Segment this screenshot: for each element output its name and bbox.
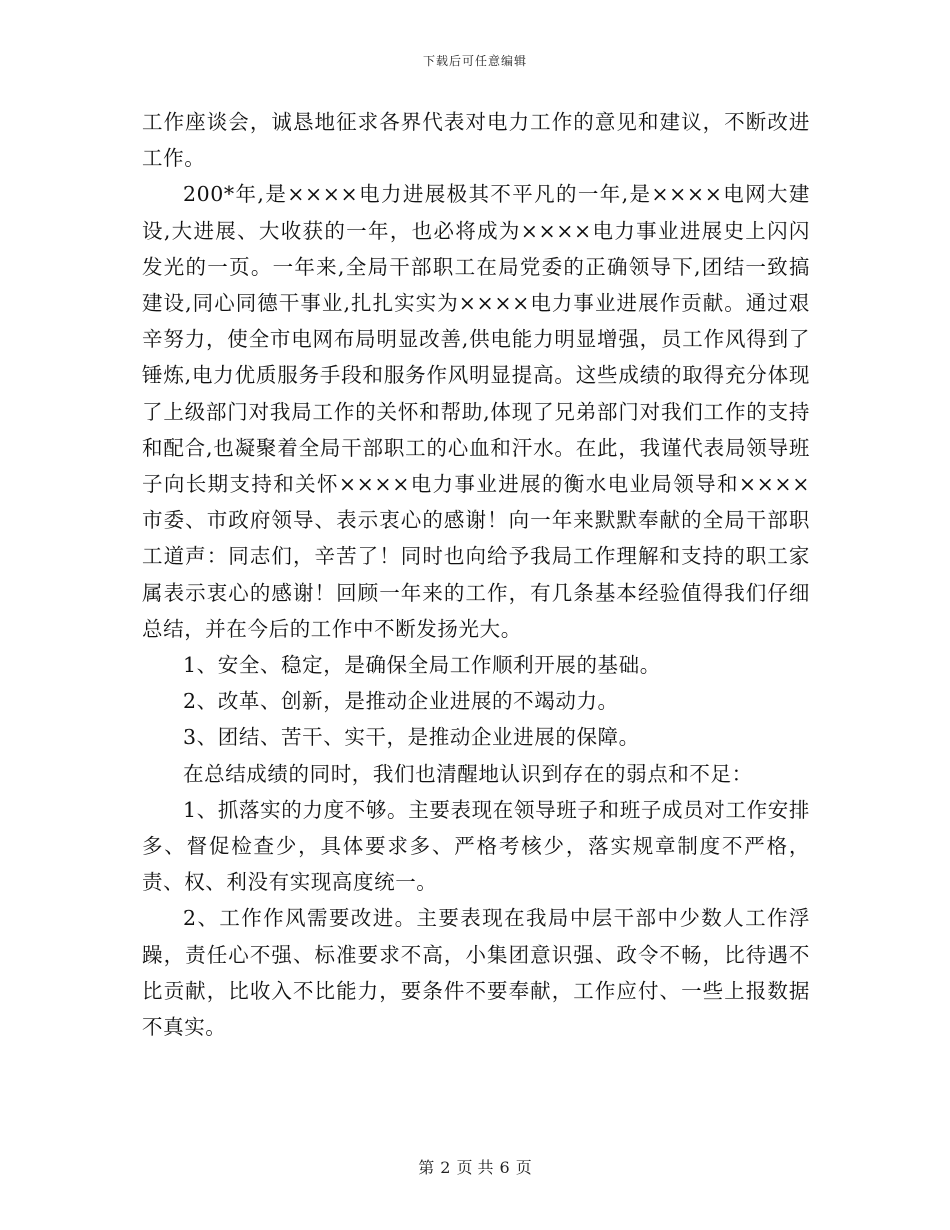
- document-body: [142, 104, 810, 1045]
- page-number-footer: [0, 1155, 950, 1178]
- total-pages-number: 6: [499, 1158, 510, 1177]
- list-item-shortcoming-1: 1、抓落实的力度不够。主要表现在领导班子和班子成员对工作安排多、督促检查少，具体要求多、严格考核少，落实规章制度不严格，责、权、利没有实现高度统一。: [142, 797, 810, 895]
- page-label-prefix: 第: [418, 1158, 435, 1177]
- current-page-number: 2: [440, 1158, 451, 1177]
- paragraph-continuation: 工作座谈会，诚恳地征求各界代表对电力工作的意见和建议，不断改进工作。: [142, 110, 810, 171]
- page-label-of: 页 共: [456, 1158, 494, 1177]
- list-item-shortcoming-2: 2、工作作风需要改进。主要表现在我局中层干部中少数人工作浮躁，责任心不强、标准要求不高，小集团意识强、政令不畅，比待遇不比贡献，比收入不比能力，要条件不要奉献，工作应付、一些上报数据不真实。: [142, 906, 810, 1040]
- list-item-experience-3: 3、团结、苦干、实干，是推动企业进展的保障。: [183, 725, 640, 750]
- list-item-experience-2: 2、改革、创新，是推动企业进展的不竭动力。: [183, 689, 619, 714]
- list-item-experience-1: 1、安全、稳定，是确保全局工作顺利开展的基础。: [183, 653, 661, 678]
- page-label-suffix: 页: [515, 1158, 532, 1177]
- paragraph-summary: 200*年,是××××电力进展极其不平凡的一年,是××××电网大建设,大进展、大收获的一年，也必将成为××××电力事业进展史上闪闪发光的一页。一年来,全局干部职工在局党委的正确领导下,团结一致搞建设,同心同德干事业,扎扎实实为××××电力事业进展作贡献。通过艰辛努力，使全市电网布局明显改善,供电能力明显增强，员工作风得到了锤炼,电力优质服务手段和服务作风明显提高。这些成绩的取得充分体现了上级部门对我局工作的关怀和帮助,体现了兄弟部门对我们工作的支持和配合,也凝聚着全局干部职工的心血和汗水。在此，我谨代表局领导班子向长期支持和关怀××××电力事业进展的衡水电业局领导和××××市委、市政府领导、表示衷心的感谢！向一年来默默奉献的全局干部职工道声：同志们，辛苦了！同时也向给予我局工作理解和支持的职工家属表示衷心的感谢！回顾一年来的工作，有几条基本经验值得我们仔细总结，并在今后的工作中不断发扬光大。: [142, 182, 810, 641]
- page-header: 下载后可任意编辑: [422, 54, 527, 68]
- paragraph-shortcomings-intro: 在总结成绩的同时，我们也清醒地认识到存在的弱点和不足：: [183, 761, 753, 786]
